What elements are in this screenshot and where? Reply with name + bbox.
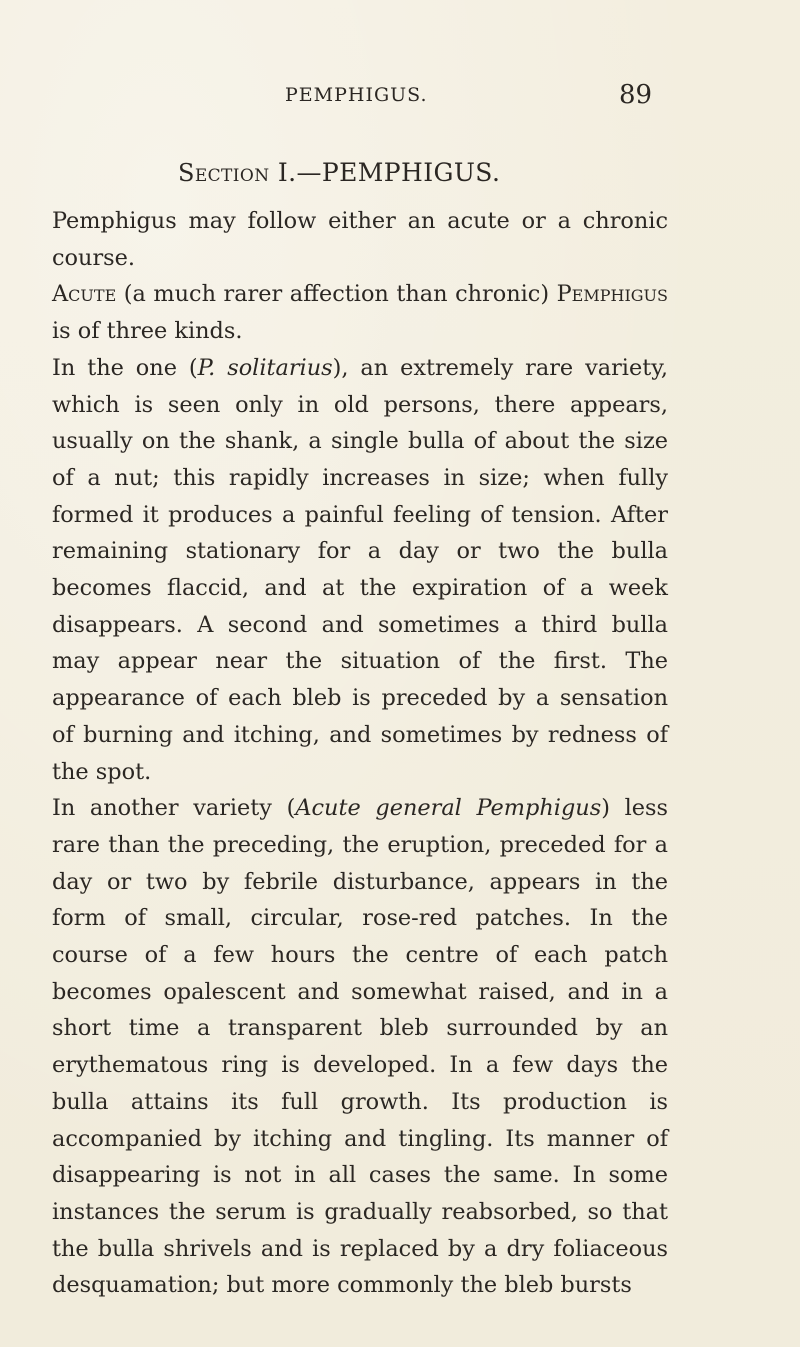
section-label: Section — [178, 159, 270, 187]
paragraph-1 — [52, 203, 668, 276]
paragraph-3 — [52, 350, 668, 790]
running-head: PEMPHIGUS. — [285, 84, 428, 106]
paragraph-3-text-start: In the one ( — [52, 354, 198, 381]
section-title: I.—PEMPHIGUS. — [269, 158, 501, 187]
paragraph-4-text-start: In another variety ( — [52, 795, 296, 822]
paragraph-1-text: Pemphigus may follow either an acute or a chronic course. — [52, 208, 668, 271]
body-text — [52, 203, 668, 1304]
paragraph-2-text-end: is of three kinds. — [52, 318, 243, 345]
paragraph-4 — [52, 790, 668, 1304]
paragraph-3-text: ), an extremely rare variety, which is seen only in old persons, there appears, usually on the shank, a single bulla of about the size of a nut; this rapidly increases in size; when fully formed it produces a painful feeling of tension. After remaining stationary for a day or two the bulla becomes flaccid, and at the expiration of a week disappears. A second and sometimes a third bulla may appear near the situation of the first. The appearance of each bleb is preceded by a sensation of burning and itching, and sometimes by redness of the spot. — [52, 354, 668, 785]
paragraph-4-italic-term: Acute general Pemphigus — [295, 795, 602, 822]
page-number: 89 — [619, 80, 653, 110]
paragraph-3-italic-term: P. solitarius — [197, 354, 333, 381]
paragraph-2-lead-term: Pemphigus — [556, 281, 668, 308]
paragraph-2-text: (a much rarer affection than chronic) — [116, 281, 557, 308]
paragraph-4-text: ) less rare than the preceding, the eruption, preceded for a day or two by febrile disturbance, appears in the form of small, circular, rose-red patches. In the course of a few hours the centre of each patch becomes opalescent and somewhat raised, and in a short time a transparent bleb surrounded by an erythematous ring is developed. In a few days the bulla attains its full growth. Its production is accompanied by itching and tingling. Its manner of disappearing is not in all cases the same. In some instances the serum is gradually reabsorbed, so that the bulla shrivels and is replaced by a dry foliaceous desquamation; but more commonly the bleb bursts — [52, 795, 668, 1299]
paragraph-2-lead: Acute — [52, 281, 117, 308]
paragraph-2 — [52, 276, 668, 349]
section-heading — [178, 158, 500, 187]
